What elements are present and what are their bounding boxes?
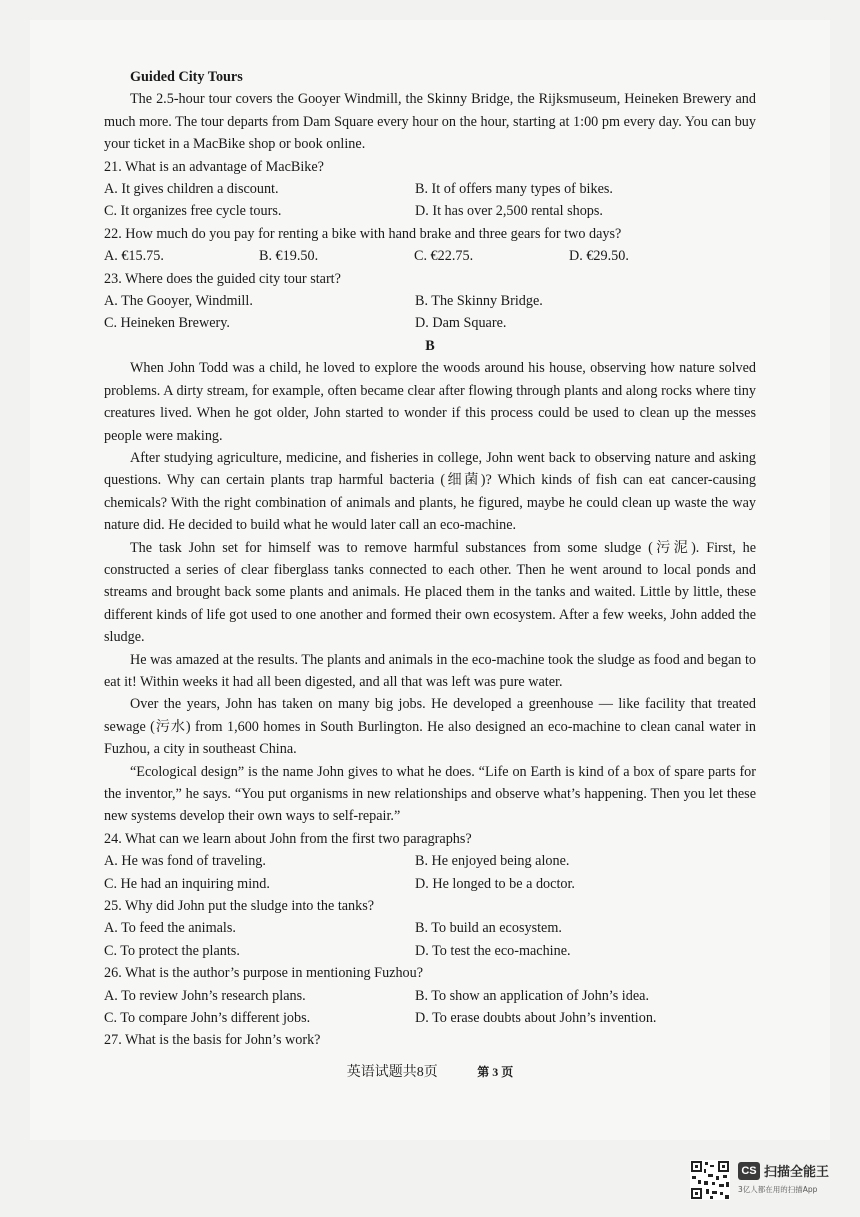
passage-b-paragraph: He was amazed at the results. The plants and animals in the eco-machine took the sludge as food and began to eat it! Within weeks it had all been digested, and all that was left was pure water. [104, 651, 756, 690]
option-22-b: B. €19.50. [259, 248, 319, 265]
question-22-options [104, 245, 756, 267]
question-21-options-2 [104, 200, 756, 222]
passage-b-paragraph: After studying agriculture, medicine, and fisheries in college, John went back to observing nature and asking questions. Why can certain plants trap harmful bacteria (细菌)? Which kinds of fish can eat cancer-causing chemicals? With the right combination of animals and plants, he figured, maybe he could clean up waste the way nature did. He decided to build what he would later call an eco-machine. [104, 449, 756, 534]
option-26-d: D. To erase doubts about John’s invention. [415, 1010, 657, 1027]
question-21: 21. What is an advantage of MacBike? [104, 158, 324, 175]
section-b-heading: B [425, 337, 435, 354]
option-26-c: C. To compare John’s different jobs. [104, 1010, 311, 1027]
option-23-b: B. The Skinny Bridge. [415, 293, 543, 310]
option-24-a: A. He was fond of traveling. [104, 853, 266, 870]
option-22-c: C. €22.75. [414, 248, 474, 265]
option-26-b: B. To show an application of John’s idea. [415, 987, 649, 1004]
option-21-b: B. It of offers many types of bikes. [415, 181, 613, 198]
option-22-a: A. €15.75. [104, 248, 164, 265]
page-footer [0, 1061, 860, 1081]
question-25: 25. Why did John put the sludge into the tanks? [104, 898, 375, 915]
camscanner-logo-icon: CS [738, 1162, 760, 1180]
question-23-options-2 [104, 312, 756, 334]
option-22-d: D. €29.50. [569, 248, 629, 265]
question-23-options [104, 290, 756, 312]
option-24-b: B. He enjoyed being alone. [415, 853, 570, 870]
option-24-d: D. He longed to be a doctor. [415, 875, 575, 892]
question-26-options [104, 985, 756, 1007]
question-25-options [104, 917, 756, 939]
passage-b-paragraph: When John Todd was a child, he loved to explore the woods around his house, observing how nature solved problems. A dirty stream, for example, often became clear after flowing through plants and along rocks where tiny creatures lived. When he got older, John started to wonder if this process could be used to clean up the messes people were making. [104, 360, 756, 444]
question-26-options-2 [104, 1007, 756, 1029]
question-26: 26. What is the author’s purpose in mentioning Fuzhou? [104, 965, 424, 982]
footer-page-number: 第 3 页 [477, 1065, 514, 1079]
option-26-a: A. To review John’s research plans. [104, 987, 306, 1004]
option-21-d: D. It has over 2,500 rental shops. [415, 203, 603, 220]
option-25-a: A. To feed the animals. [104, 920, 236, 937]
exam-content [104, 66, 756, 1052]
camscanner-watermark [690, 1160, 840, 1204]
option-21-a: A. It gives children a discount. [104, 181, 279, 198]
passage-b-paragraph: Over the years, John has taken on many big jobs. He developed a greenhouse — like facility that treated sewage (污水) from 1,600 homes in South Burlington. He also designed an eco-machine to clean canal water in Fuzhou, a city in southeast China. [104, 696, 756, 758]
question-23: 23. Where does the guided city tour start? [104, 270, 341, 287]
passage-b-paragraph: “Ecological design” is the name John gives to what he does. “Life on Earth is kind of a box of spare parts for the inventor,” he says. “You put organisms in new relationships and observe what’s happening. Then you let these new systems develop their own ways to self-repair.” [104, 763, 756, 825]
option-21-c: C. It organizes free cycle tours. [104, 203, 282, 220]
option-25-d: D. To test the eco-machine. [415, 942, 571, 959]
option-25-b: B. To build an ecosystem. [415, 920, 562, 937]
camscanner-tagline: 3亿人都在用的扫描App [738, 1185, 818, 1194]
question-27: 27. What is the basis for John’s work? [104, 1032, 321, 1049]
option-23-a: A. The Gooyer, Windmill. [104, 293, 253, 310]
passage-b-paragraph: The task John set for himself was to remove harmful substances from some sludge (污泥). First, he constructed a series of clear fiberglass tanks connected to each other. Then he went around to local ponds and streams and brought back some plants and animals. He placed them in the tanks and waited. Little by little, these different kinds of life got used to one another and formed their own ecosystem. After a few weeks, John added the sludge. [104, 539, 756, 646]
question-21-options [104, 178, 756, 200]
question-24-options [104, 850, 756, 872]
option-25-c: C. To protect the plants. [104, 942, 240, 959]
question-24: 24. What can we learn about John from the first two paragraphs? [104, 830, 472, 847]
option-23-c: C. Heineken Brewery. [104, 315, 230, 332]
camscanner-brand: 扫描全能王 [764, 1165, 830, 1180]
option-23-d: D. Dam Square. [415, 315, 507, 332]
qr-code-icon [690, 1160, 730, 1200]
option-24-c: C. He had an inquiring mind. [104, 875, 270, 892]
question-24-options-2 [104, 873, 756, 895]
passage-a-text: The 2.5-hour tour covers the Gooyer Windmill, the Skinny Bridge, the Rijksmuseum, Heineken Brewery and much more. The tour departs from Dam Square every hour on the hour, starting at 1:00 pm every day. You can buy your ticket in a MacBike shop or book online. [104, 91, 756, 153]
passage-a-title: Guided City Tours [130, 69, 243, 85]
question-22: 22. How much do you pay for renting a bike with hand brake and three gears for two days? [104, 225, 622, 242]
footer-total-pages: 英语试题共8页 [346, 1065, 438, 1080]
question-25-options-2 [104, 940, 756, 962]
